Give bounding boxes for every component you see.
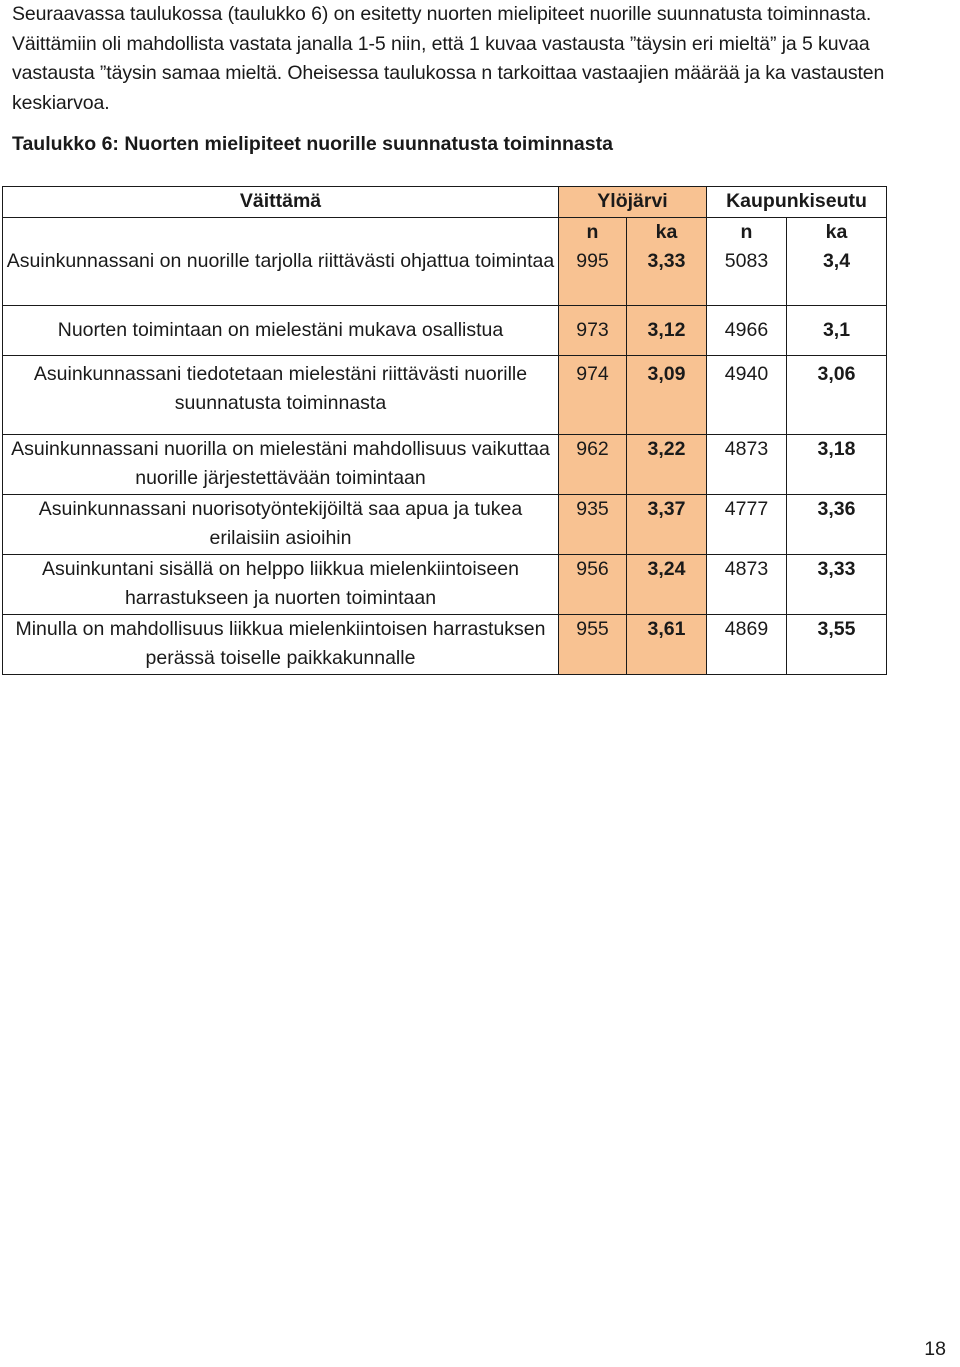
header-kaupunkiseutu: Kaupunkiseutu (707, 187, 887, 218)
kaupunkiseutu-ka-cell (787, 217, 887, 305)
ylojarvi-ka-value: 3,22 (627, 434, 707, 494)
kaupunkiseutu-ka-value: 3,18 (787, 434, 887, 494)
table-caption: Taulukko 6: Nuorten mielipiteet nuorille suunnatusta toiminnasta (12, 133, 613, 155)
kaupunkiseutu-n-value: 4777 (707, 494, 787, 554)
kaupunkiseutu-n-value: 4873 (707, 554, 787, 614)
kaupunkiseutu-n-value: 5083 (724, 250, 769, 272)
ylojarvi-ka-value: 3,24 (627, 554, 707, 614)
kaupunkiseutu-ka-value: 3,1 (787, 305, 887, 355)
ylojarvi-ka-value: 3,37 (627, 494, 707, 554)
kaupunkiseutu-ka-value: 3,36 (787, 494, 887, 554)
statement-text: Minulla on mahdollisuus liikkua mielenkiintoisen harrastuksen perässä toiselle paikkakunnalle (3, 614, 559, 674)
subheader-n: n (586, 220, 599, 243)
table-row (3, 355, 887, 434)
ylojarvi-n-value: 974 (559, 355, 627, 434)
kaupunkiseutu-ka-value: 3,06 (787, 355, 887, 434)
header-statement: Väittämä (3, 187, 559, 218)
kaupunkiseutu-ka-value: 3,33 (787, 554, 887, 614)
kaupunkiseutu-n-value: 4966 (707, 305, 787, 355)
page-number: 18 (924, 1338, 946, 1360)
ylojarvi-ka-value: 3,61 (627, 614, 707, 674)
empty-spacer (3, 218, 558, 247)
kaupunkiseutu-ka-value: 3,4 (822, 250, 851, 272)
statement-text: Asuinkunnassani tiedotetaan mielestäni riittävästi nuorille suunnatusta toiminnasta (3, 355, 559, 434)
table-row (3, 434, 887, 494)
ylojarvi-n-value: 955 (559, 614, 627, 674)
ylojarvi-n-value: 956 (559, 554, 627, 614)
subheader-ka: ka (655, 220, 678, 243)
table-row (3, 494, 887, 554)
intro-paragraph: Seuraavassa taulukossa (taulukko 6) on esitetty nuorten mielipiteet nuorille suunnatusta toiminnasta. Väittämiin oli mahdollista vastata janalla 1-5 niin, että 1 kuvaa vastausta ”täysin eri mieltä” ja 5 kuvaa vastausta ”täysin samaa mieltä. Oheisessa taulukossa n tarkoittaa vastaajien määrää ja ka vastausten keskiarvoa. (12, 3, 885, 114)
statement-text: Asuinkunnassani nuorilla on mielestäni mahdollisuus vaikuttaa nuorille järjestettävään toimintaan (3, 434, 559, 494)
ylojarvi-n-value: 995 (576, 250, 609, 272)
table-row (3, 217, 887, 305)
kaupunkiseutu-n-value: 4869 (707, 614, 787, 674)
table-row (3, 554, 887, 614)
ylojarvi-ka-value: 3,09 (627, 355, 707, 434)
statement-text: Asuinkunnassani nuorisotyöntekijöiltä saa apua ja tukea erilaisiin asioihin (3, 494, 559, 554)
kaupunkiseutu-n-value: 4940 (707, 355, 787, 434)
subheader-ka: ka (825, 220, 848, 243)
ylojarvi-n-cell (559, 217, 627, 305)
statement-text: Nuorten toimintaan on mielestäni mukava osallistua (3, 305, 559, 355)
ylojarvi-n-value: 962 (559, 434, 627, 494)
kaupunkiseutu-n-value: 4873 (707, 434, 787, 494)
kaupunkiseutu-n-cell (707, 217, 787, 305)
statement-text: Asuinkunnassani on nuorille tarjolla riittävästi ohjattua toimintaa (6, 249, 555, 272)
kaupunkiseutu-ka-value: 3,55 (787, 614, 887, 674)
ylojarvi-n-value: 973 (559, 305, 627, 355)
table-header-row (3, 187, 887, 218)
header-ylojarvi: Ylöjärvi (559, 187, 707, 218)
statement-text: Asuinkuntani sisällä on helppo liikkua mielenkiintoiseen harrastukseen ja nuorten toimintaan (3, 554, 559, 614)
ylojarvi-ka-value: 3,33 (647, 250, 686, 272)
results-table (2, 186, 887, 675)
subheader-n: n (740, 220, 753, 243)
ylojarvi-ka-cell (627, 217, 707, 305)
ylojarvi-ka-value: 3,12 (627, 305, 707, 355)
table-row (3, 614, 887, 674)
statement-cell (3, 217, 559, 305)
table-row (3, 305, 887, 355)
ylojarvi-n-value: 935 (559, 494, 627, 554)
